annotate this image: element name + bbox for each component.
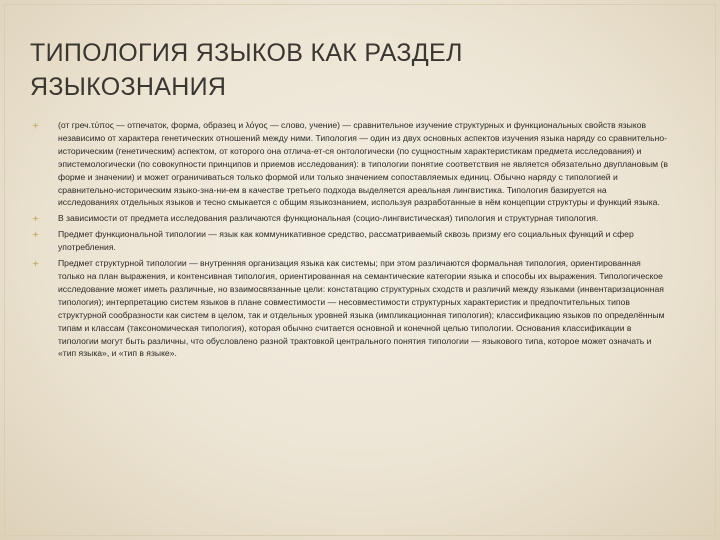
- slide-title: [30, 36, 670, 104]
- bullet-paragraph-definition: [58, 119, 668, 209]
- four-point-star-bullet-icon: [32, 231, 39, 238]
- bullet-paragraph-structural: [58, 257, 668, 360]
- four-point-star-bullet-icon: [32, 260, 39, 267]
- bullet-paragraph-types: [58, 212, 668, 225]
- four-point-star-bullet-icon: [32, 122, 39, 129]
- bullet-list: [58, 119, 668, 363]
- bullet-paragraph-functional: [58, 228, 668, 254]
- paragraph-text: В зависимости от предмета исследования различаются функциональная (социо-лингвистическая) типология и структурная типология.: [58, 213, 599, 224]
- paragraph-text: Предмет функциональной типологии — язык как коммуникативное средство, рассматриваемый сквозь призму его социальных функций и сфер употребления.: [58, 229, 634, 253]
- paragraph-text: Предмет структурной типологии — внутренняя организация языка как системы; при этом различаются формальная типология, ориентированная только на план выражения, и контенсивная типология, ориентированная на семантические категории языка и способы их выражения. Типологическое исследование может иметь различные, но взаимосвязанные цели: констатацию структурных сходств и различий между языками (инвентаризационная типология); интерпретацию систем языков в плане совместимости — несовместимости структурных характеристик и предпочтительных типов структурной сообразности как систем в целом, так и отдельных уровней языка (импликационная типология); классификацию языков по определённым типам и классам (таксономическая типология), которая обычно считается основной и конечной целью типологии. Основания классификации в типологии могут быть различны, что обусловлено разной трактовкой центрального понятия типологии — языкового типа, которое может означать и «тип языка», и «тип в языке».: [58, 258, 665, 359]
- four-point-star-bullet-icon: [32, 215, 39, 222]
- title-line-2: ЯЗЫКОЗНАНИЯ: [30, 73, 227, 101]
- title-line-1: ТИПОЛОГИЯ ЯЗЫКОВ КАК РАЗДЕЛ: [30, 39, 463, 67]
- paragraph-text: (от греч.τύπος — отпечаток, форма, образец и λόγος — слово, учение) — сравнительное изучение структурных и функциональных свойств языков независимо от характера генетических отношений между ними. Типология — один из двух основных аспектов изучения языка наряду со сравнительно-историческим (генетическим) аспектом, от которого она отлича-ет-ся онтологически (по сущностным характеристикам предмета исследования) и эпистемологически (по совокупности принципов и приемов исследования): в типологии понятие соответствия не является обязательно двупланoвым (в форме и значении) и может ограничиваться только формой или только значением сопоставляемых единиц. Обычно наряду с типологией и сравнительно-историческим языко-зна-ни-ем в качестве третьего подхода выделяется ареальная лингвистика. Типология базируется на исследованиях отдельных языков и тесно смыкается с общим языкознанием, используя разработанные в нём концепции структуры и функций языка.: [58, 120, 668, 208]
